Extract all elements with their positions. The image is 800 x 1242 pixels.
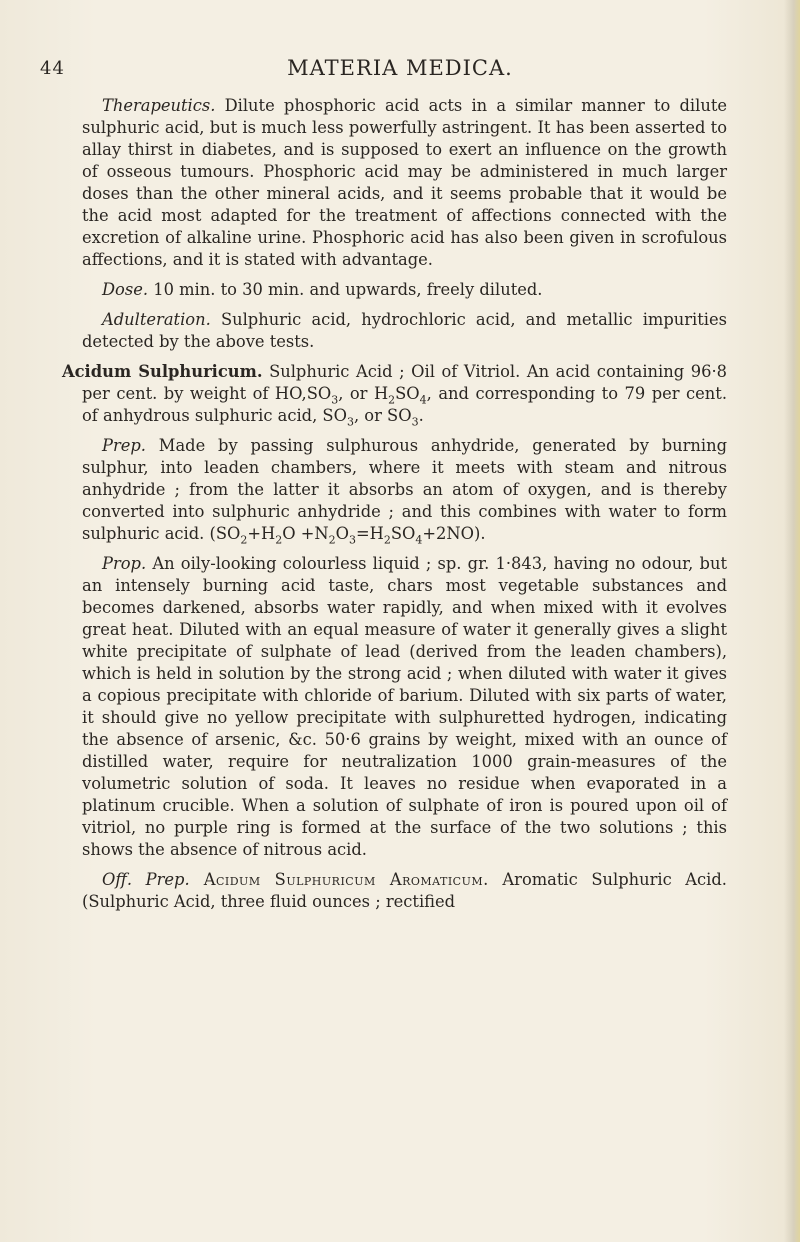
page-header <box>40 58 760 88</box>
dose-paragraph <box>82 279 727 301</box>
prep-sub-3: 2 <box>328 533 336 547</box>
acidum-text-4: , and corresponding to 79 per cent. of anhydrous sulphuric acid, SO <box>82 384 727 425</box>
acidum-sulphuricum-paragraph <box>62 361 727 427</box>
prep-sub-6: 4 <box>415 533 423 547</box>
prep-text-1: Made by passing sulphurous anhydride, generated by burning sulphur, into leaden chambers, where it meets with steam and nitrous anhydride ; from the latter it absorbs an atom of oxygen, and is thereby converted into sulphuric anhydride ; and this combines with water to form sulphuric acid. (SO <box>82 436 727 543</box>
prep-sub-5: 2 <box>383 533 391 547</box>
prep-heading: Prep. <box>102 436 146 455</box>
page-edge-shadow <box>784 0 800 1242</box>
running-title: MATERIA MEDICA. <box>287 56 513 80</box>
official-prep-name: Acidum Sulphuricum Aromaticum. <box>189 870 489 889</box>
acidum-sub-5: 3 <box>411 415 419 429</box>
acidum-text-2: , or H <box>338 384 389 403</box>
prep-paragraph <box>82 435 727 545</box>
prep-text-4: O <box>335 524 350 543</box>
prep-sub-1: 2 <box>240 533 248 547</box>
acidum-sub-3: 4 <box>419 393 427 407</box>
dose-heading: Dose. <box>102 280 149 299</box>
adulteration-paragraph <box>82 309 727 353</box>
prep-text-6: SO <box>390 524 416 543</box>
acidum-text-3: SO <box>395 384 420 403</box>
page-number: 44 <box>40 58 65 79</box>
acidum-sub-4: 3 <box>346 415 354 429</box>
official-prep-paragraph <box>82 869 727 913</box>
prep-text-3: O +N <box>282 524 329 543</box>
therapeutics-text: Dilute phosphoric acid acts in a similar manner to dilute sulphuric acid, but is much less powerfully astringent. It has been asserted to allay thirst in diabetes, and is supposed to exert an influence on the growth of osseous tumours. Phosphoric acid may be administered in much larger doses than the other mineral acids, and it seems probable that it would be the acid most adapted for the treatment of affections connected with the excretion of alkaline urine. Phosphoric acid has also been given in scrofulous affections, and it is stated with advantage. <box>82 96 727 269</box>
prop-text: An oily-looking colourless liquid ; sp. gr. 1·843, having no odour, but an intensely burning acid taste, chars most vegetable substances and becomes darkened, absorbs water rapidly, and when mixed with it evolves great heat. Diluted with an equal measure of water it generally gives a slight white precipitate of sulphate of lead (derived from the leaden chambers), which is held in solution by the strong acid ; when diluted with water it gives a copious precipitate with chloride of barium. Diluted with six parts of water, it should give no yellow precipitate with sulphuretted hydrogen, indicating the absence of arsenic, &c. 50·6 grains by weight, mixed with an ounce of distilled water, require for neutralization 1000 grain-measures of the volumetric solution of soda. It leaves no residue when evaporated in a platinum crucible. When a solution of sulphate of iron is poured upon oil of vitriol, no purple ring is formed at the surface of the two solutions ; this shows the absence of nitrous acid. <box>82 554 727 859</box>
prop-heading: Prop. <box>102 554 147 573</box>
acidum-text-5: , or SO <box>353 406 412 425</box>
prep-text-2: +H <box>247 524 276 543</box>
acidum-text-1: Sulphuric Acid ; Oil of Vitriol. An acid containing 96·8 per cent. by weight of HO,SO <box>82 362 727 403</box>
therapeutics-paragraph <box>82 95 727 271</box>
therapeutics-heading: Therapeutics. <box>102 96 216 115</box>
prop-paragraph <box>82 553 727 861</box>
official-prep-heading: Off. Prep. <box>102 870 190 889</box>
adulteration-heading: Adulteration. <box>102 310 211 329</box>
page-content <box>62 95 727 921</box>
acidum-sub-1: 3 <box>331 393 339 407</box>
prep-sub-4: 3 <box>349 533 357 547</box>
dose-text: 10 min. to 30 min. and upwards, freely diluted. <box>148 280 543 299</box>
adulteration-text: Sulphuric acid, hydrochloric acid, and metallic impurities detected by the above tests. <box>82 310 727 351</box>
drug-name: Acidum Sulphuricum. <box>62 362 263 381</box>
prep-text-7: +2NO). <box>422 524 486 543</box>
acidum-text-6: . <box>418 406 424 425</box>
acidum-sub-2: 2 <box>388 393 396 407</box>
official-prep-text: Aromatic Sulphuric Acid. (Sulphuric Acid, three fluid ounces ; rectified <box>82 870 727 911</box>
prep-sub-2: 2 <box>275 533 283 547</box>
prep-text-5: =H <box>356 524 384 543</box>
